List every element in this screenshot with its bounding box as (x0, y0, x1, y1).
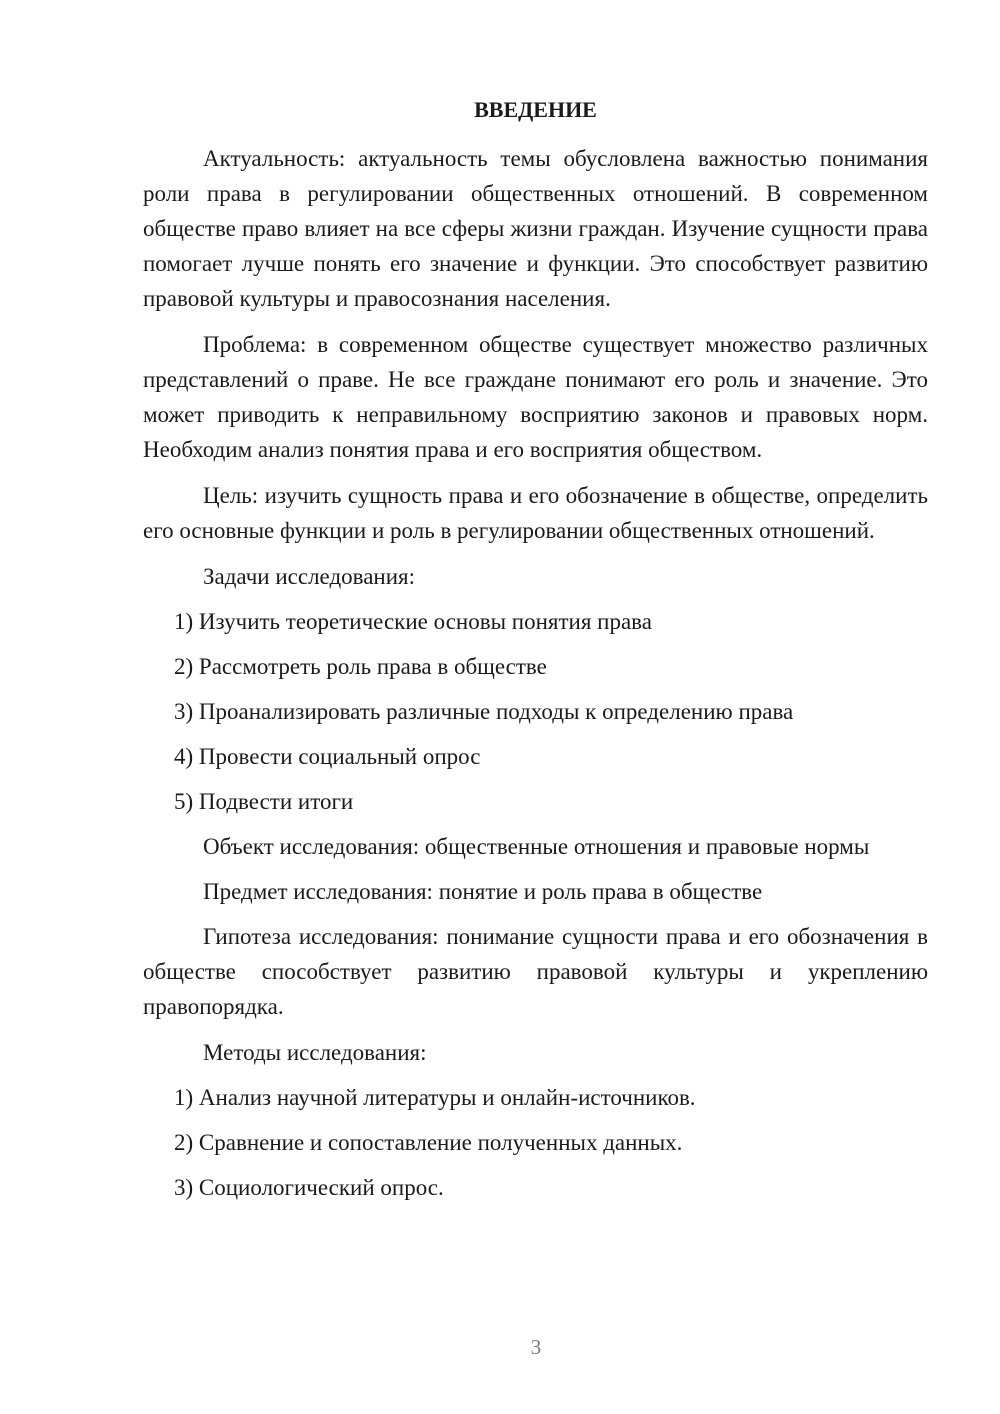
goal-paragraph: Цель: изучить сущность права и его обозначение в обществе, определить его основные функции и роль в регулировании общественных отношений. (143, 483, 928, 543)
task-item-2: 2) Рассмотреть роль права в обществе (174, 654, 547, 679)
page-number: 3 (530, 1335, 542, 1359)
research-subject: Предмет исследования: понятие и роль права в обществе (203, 879, 763, 904)
relevance-paragraph: Актуальность: актуальность темы обусловлена важностью понимания роли права в регулировании общественных отношений. В современном обществе право влияет на все сферы жизни граждан. Изучение сущности права помогает лучше понять его значение и функции. Это способствует развитию правовой культуры и правосознания населения. (143, 146, 928, 311)
task-item-4: 4) Провести социальный опрос (174, 744, 481, 769)
research-object: Объект исследования: общественные отношения и правовые нормы (203, 834, 870, 859)
task-item-5: 5) Подвести итоги (174, 789, 354, 814)
page-content (143, 93, 928, 1215)
problem-paragraph: Проблема: в современном обществе существует множество различных представлений о праве. Не все граждане понимают его роль и значение. Это может приводить к неправильному восприятию законов и правовых норм. Необходим анализ понятия права и его восприятия обществом. (143, 332, 928, 462)
task-item-1: 1) Изучить теоретические основы понятия права (174, 609, 652, 634)
method-item-1: 1) Анализ научной литературы и онлайн-источников. (174, 1085, 696, 1110)
task-item-3: 3) Проанализировать различные подходы к определению права (174, 699, 794, 724)
method-item-3: 3) Социологический опрос. (174, 1175, 444, 1200)
tasks-heading: Задачи исследования: (203, 564, 416, 589)
hypothesis-paragraph: Гипотеза исследования: понимание сущности права и его обозначения в обществе способствует развитию правовой культуры и укреплению правопорядка. (143, 924, 928, 1019)
method-item-2: 2) Сравнение и сопоставление полученных данных. (174, 1130, 683, 1155)
page-title: ВВЕДЕНИЕ (474, 97, 597, 122)
methods-heading: Методы исследования: (203, 1040, 427, 1065)
